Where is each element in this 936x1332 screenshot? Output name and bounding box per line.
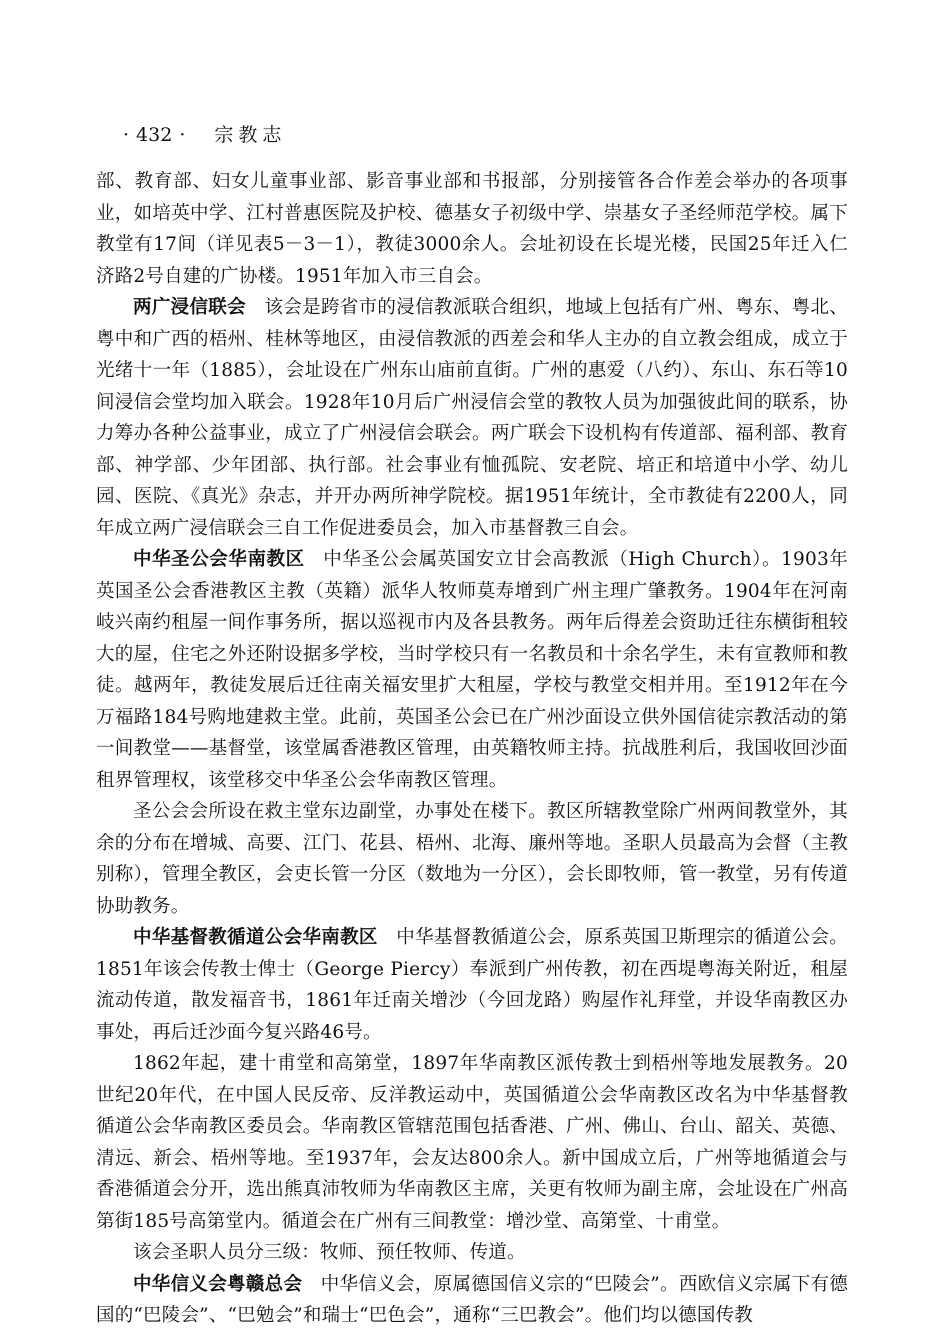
section-heading: 两广浸信联会 xyxy=(133,297,246,318)
paragraph-1 xyxy=(96,166,848,292)
page-header xyxy=(116,122,286,148)
header-dot-right: · xyxy=(179,124,186,146)
paragraph-text: 部、教育部、妇女儿童事业部、影音事业部和书报部，分别接管各合作差会举办的各项事业，如培英中学、江村普惠医院及护校、德基女子初级中学、崇基女子圣经师范学校。属下教堂有17间（详见表5－3－1），教徒3000余人。会址初设在长堤光楼，民国25年迁入仁济路2号自建的广协楼。1951年加入市三自会。 xyxy=(96,171,848,287)
paragraph-text: 圣公会会所设在救主堂东边副堂，办事处在楼下。教区所辖教堂除广州两间教堂外，其余的分布在增城、高要、江门、花县、梧州、北海、廉州等地。圣职人员最高为会督（主教别称），管理全教区，会吏长管一分区（数地为一分区），会长即牧师，管一教堂，另有传道协助教务。 xyxy=(96,801,848,917)
paragraph-3 xyxy=(96,544,848,796)
page-number: 432 xyxy=(136,124,173,146)
paragraph-text: 中华圣公会属英国安立甘会高教派（High Church）。1903年英国圣公会香港教区主教（英籍）派华人牧师莫寿增到广州主理广肇教务。1904年在河南岐兴南约租屋一间作事务所，据以巡视市内及各县教务。两年后得差会资助迁往东横街租较大的屋，住宅之外还附设据多学校，当时学校只有一名教员和十余名学生，未有宣教师和教徒。越两年，教徒发展后迁往南关福安里扩大租屋，学校与教堂交相并用。至1912年在今万福路184号购地建救主堂。此前，英国圣公会已在广州沙面设立供外国信徒宗教活动的第一间教堂——基督堂，该堂属香港教区管理，由英籍牧师主持。抗战胜利后，我国收回沙面租界管理权，该堂移交中华圣公会华南教区管理。 xyxy=(96,549,848,791)
section-heading: 中华信义会粤赣总会 xyxy=(133,1273,303,1295)
section-heading: 中华圣公会华南教区 xyxy=(133,549,305,570)
paragraph-5 xyxy=(96,922,848,1048)
paragraph-text: 1862年起，建十甫堂和高第堂，1897年华南教区派传教士到梧州等地发展教务。20世纪20年代，在中国人民反帝、反洋教运动中，英国循道公会华南教区改名为中华基督教循道公会华南教区委员会。华南教区管辖范围包括香港、广州、佛山、台山、韶关、英德、清远、新会、梧州等地。至1937年，会友达800余人。新中国成立后，广州等地循道会与香港循道会分开，选出熊真沛牧师为华南教区主席，关更有牧师为副主席，会址设在广州高第街185号高第堂内。循道会在广州有三间教堂：增沙堂、高第堂、十甫堂。 xyxy=(96,1053,848,1232)
header-dot-left: · xyxy=(123,124,130,146)
paragraph-7 xyxy=(96,1237,848,1269)
paragraph-text: 该会圣职人员分三级：牧师、预任牧师、传道。 xyxy=(133,1242,526,1263)
paragraph-4 xyxy=(96,796,848,922)
body-text xyxy=(96,166,848,1332)
book-title: 宗教志 xyxy=(214,124,287,146)
paragraph-6 xyxy=(96,1048,848,1237)
paragraph-2 xyxy=(96,292,848,544)
section-heading: 中华基督教循道公会华南教区 xyxy=(133,927,378,948)
paragraph-text: 中华信义会，原属德国信义宗的“巴陵会”。西欧信义宗属下有德国的“巴陵会”、“巴勉会”和瑞士“巴色会”，通称“三巴教会”。他们均以德国传教 xyxy=(96,1273,849,1326)
paragraph-text: 该会是跨省市的浸信教派联合组织，地域上包括有广州、粤东、粤北、粤中和广西的梧州、桂林等地区，由浸信教派的西差会和华人主办的自立教会组成，成立于光绪十一年（1885），会址设在广州东山庙前直街。广州的惠爱（八约）、东山、东石等10间浸信会堂均加入联会。1928年10月后广州浸信会堂的教牧人员为加强彼此间的联系，协力筹办各种公益事业，成立了广州浸信会联会。两广联会下设机构有传道部、福利部、教育部、神学部、少年团部、执行部。社会事业有恤孤院、安老院、培正和培道中小学、幼儿园、医院、《真光》杂志，并开办两所神学院校。据1951年统计，全市教徒有2200人，同年成立两广浸信联会三自工作促进委员会，加入市基督教三自会。 xyxy=(96,297,848,539)
paragraph-text: 中华基督教循道公会，原系英国卫斯理宗的循道公会。1851年该会传教士俾士（George Piercy）奉派到广州传教，初在西堤粤海关附近，租屋流动传道，散发福音书，1861年迁南关增沙（今回龙路）购屋作礼拜堂，并设华南教区办事处，再后迁沙面今复兴路46号。 xyxy=(96,927,848,1043)
paragraph-8 xyxy=(96,1269,848,1332)
